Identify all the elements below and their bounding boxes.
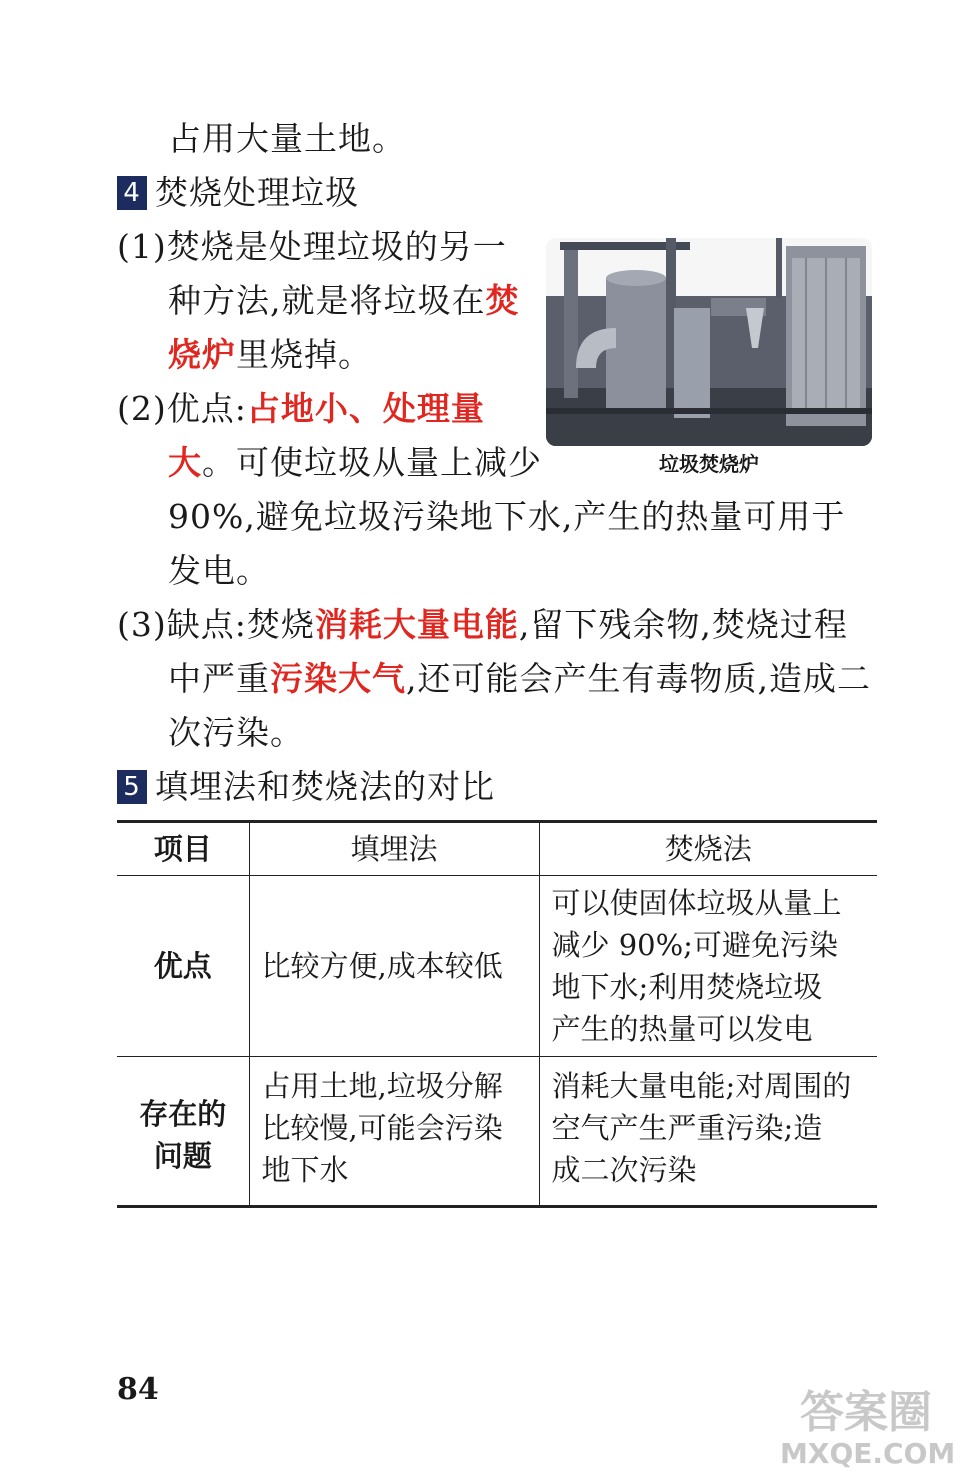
table-row xyxy=(117,1057,877,1207)
text-line: (2)优点:占地小、处理量 xyxy=(117,389,485,428)
incinerator-illustration xyxy=(546,238,872,446)
highlight-text: 处理量 xyxy=(382,389,485,428)
text-line: (3)缺点:焚烧消耗大量电能,留下残余物,焚烧过程 xyxy=(117,605,848,644)
page-number: 84 xyxy=(117,1372,159,1407)
comparison-table xyxy=(117,820,877,1208)
text-line: 次污染。 xyxy=(168,713,304,752)
photo-caption: 垃圾焚烧炉 xyxy=(659,452,759,476)
text-line: 占用大量土地。 xyxy=(168,119,406,158)
table-header-row xyxy=(117,822,877,876)
highlight-text: 污染大气 xyxy=(270,659,406,698)
text-line: (1)焚烧是处理垃圾的另一 xyxy=(117,227,507,266)
table-cell: 可以使固体垃圾从量上 减少 90%;可避免污染 地下水;利用焚烧垃圾 产生的热量可以发电 xyxy=(539,876,877,1057)
highlight-text: 占地小 xyxy=(246,389,349,428)
highlight-text: 烧炉 xyxy=(168,335,236,374)
incinerator-photo xyxy=(546,238,872,446)
text-line: 发电。 xyxy=(168,551,270,590)
highlight-text: 焚 xyxy=(485,281,520,320)
section-title: 焚烧处理垃圾 xyxy=(155,173,359,212)
table-row xyxy=(117,876,877,1057)
highlight-text: 大 xyxy=(168,443,202,482)
table-cell: 消耗大量电能;对周围的 空气产生严重污染;造 成二次污染 xyxy=(539,1057,877,1207)
highlight-text: 消耗大量电能 xyxy=(314,605,519,644)
row-label: 优点 xyxy=(117,876,249,1057)
table-cell: 比较方便,成本较低 xyxy=(249,876,539,1057)
column-header: 项目 xyxy=(117,822,249,876)
section-heading-4 xyxy=(117,166,359,220)
column-header: 填埋法 xyxy=(249,822,539,876)
text-line: 90%,避免垃圾污染地下水,产生的热量可用于 xyxy=(168,497,846,536)
text-line: 烧炉里烧掉。 xyxy=(168,335,372,374)
watermark: 答案圈 MXQE.COM xyxy=(780,1387,956,1470)
text-line: 大。可使垃圾从量上减少 xyxy=(168,443,542,482)
text-line: 中严重污染大气,还可能会产生有毒物质,造成二 xyxy=(168,659,871,698)
section-number-badge: 4 xyxy=(117,176,147,210)
row-label: 存在的 问题 xyxy=(117,1057,249,1207)
text-line: 种方法,就是将垃圾在焚 xyxy=(168,281,520,320)
table-cell: 占用土地,垃圾分解 比较慢,可能会污染 地下水 xyxy=(249,1057,539,1207)
column-header: 焚烧法 xyxy=(539,822,877,876)
section-heading-5 xyxy=(117,760,495,814)
section-title: 填埋法和焚烧法的对比 xyxy=(155,767,495,806)
section-number-badge: 5 xyxy=(117,770,147,804)
